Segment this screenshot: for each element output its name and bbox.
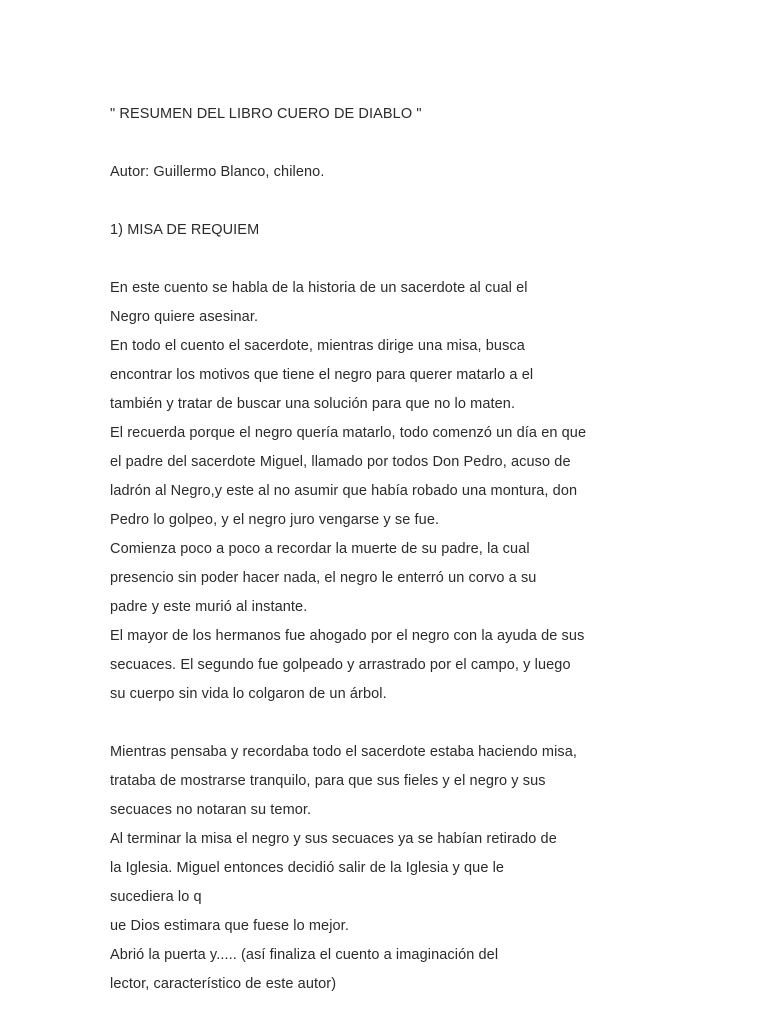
text-line: sucediera lo q (110, 889, 202, 905)
text-line: Abrió la puerta y..... (así finaliza el cuento a imaginación del (110, 947, 499, 963)
text-line: Comienza poco a poco a recordar la muerte de su padre, la cual (110, 541, 530, 557)
text-line: Negro quiere asesinar. (110, 309, 259, 325)
text-line: trataba de mostrarse tranquilo, para que sus fieles y el negro y sus (110, 773, 546, 789)
paragraph-1 (110, 274, 750, 709)
text-line: su cuerpo sin vida lo colgaron de un árbol. (110, 686, 387, 702)
text-line: secuaces. El segundo fue golpeado y arrastrado por el campo, y luego (110, 657, 571, 673)
text-line: En todo el cuento el sacerdote, mientras dirige una misa, busca (110, 338, 525, 354)
text-line: Pedro lo golpeo, y el negro juro vengarse y se fue. (110, 512, 440, 528)
text-line: presencio sin poder hacer nada, el negro le enterró un corvo a su (110, 570, 537, 586)
blank-line (110, 129, 750, 158)
text-line: la Iglesia. Miguel entonces decidió salir de la Iglesia y que le (110, 860, 505, 876)
text-line: Mientras pensaba y recordaba todo el sacerdote estaba haciendo misa, (110, 744, 578, 760)
text-line: secuaces no notaran su temor. (110, 802, 312, 818)
document-title: " RESUMEN DEL LIBRO CUERO DE DIABLO " (110, 106, 422, 122)
paragraph-2 (110, 738, 750, 999)
author-line: Autor: Guillermo Blanco, chileno. (110, 164, 325, 180)
text-line: padre y este murió al instante. (110, 599, 308, 615)
text-line: Al terminar la misa el negro y sus secuaces ya se habían retirado de (110, 831, 557, 847)
text-line: el padre del sacerdote Miguel, llamado por todos Don Pedro, acuso de (110, 454, 571, 470)
text-line: lector, característico de este autor) (110, 976, 337, 992)
section-heading: 1) MISA DE REQUIEM (110, 222, 260, 238)
text-line: encontrar los motivos que tiene el negro para querer matarlo a el (110, 367, 534, 383)
blank-line (110, 245, 750, 274)
blank-line (110, 709, 750, 738)
text-line: El recuerda porque el negro quería matarlo, todo comenzó un día en que (110, 425, 587, 441)
blank-line (110, 187, 750, 216)
text-line: En este cuento se habla de la historia de un sacerdote al cual el (110, 280, 528, 296)
text-line: El mayor de los hermanos fue ahogado por el negro con la ayuda de sus (110, 628, 585, 644)
text-line: también y tratar de buscar una solución para que no lo maten. (110, 396, 516, 412)
text-line: ladrón al Negro,y este al no asumir que había robado una montura, don (110, 483, 578, 499)
document-page (110, 100, 750, 999)
text-line: ue Dios estimara que fuese lo mejor. (110, 918, 349, 934)
